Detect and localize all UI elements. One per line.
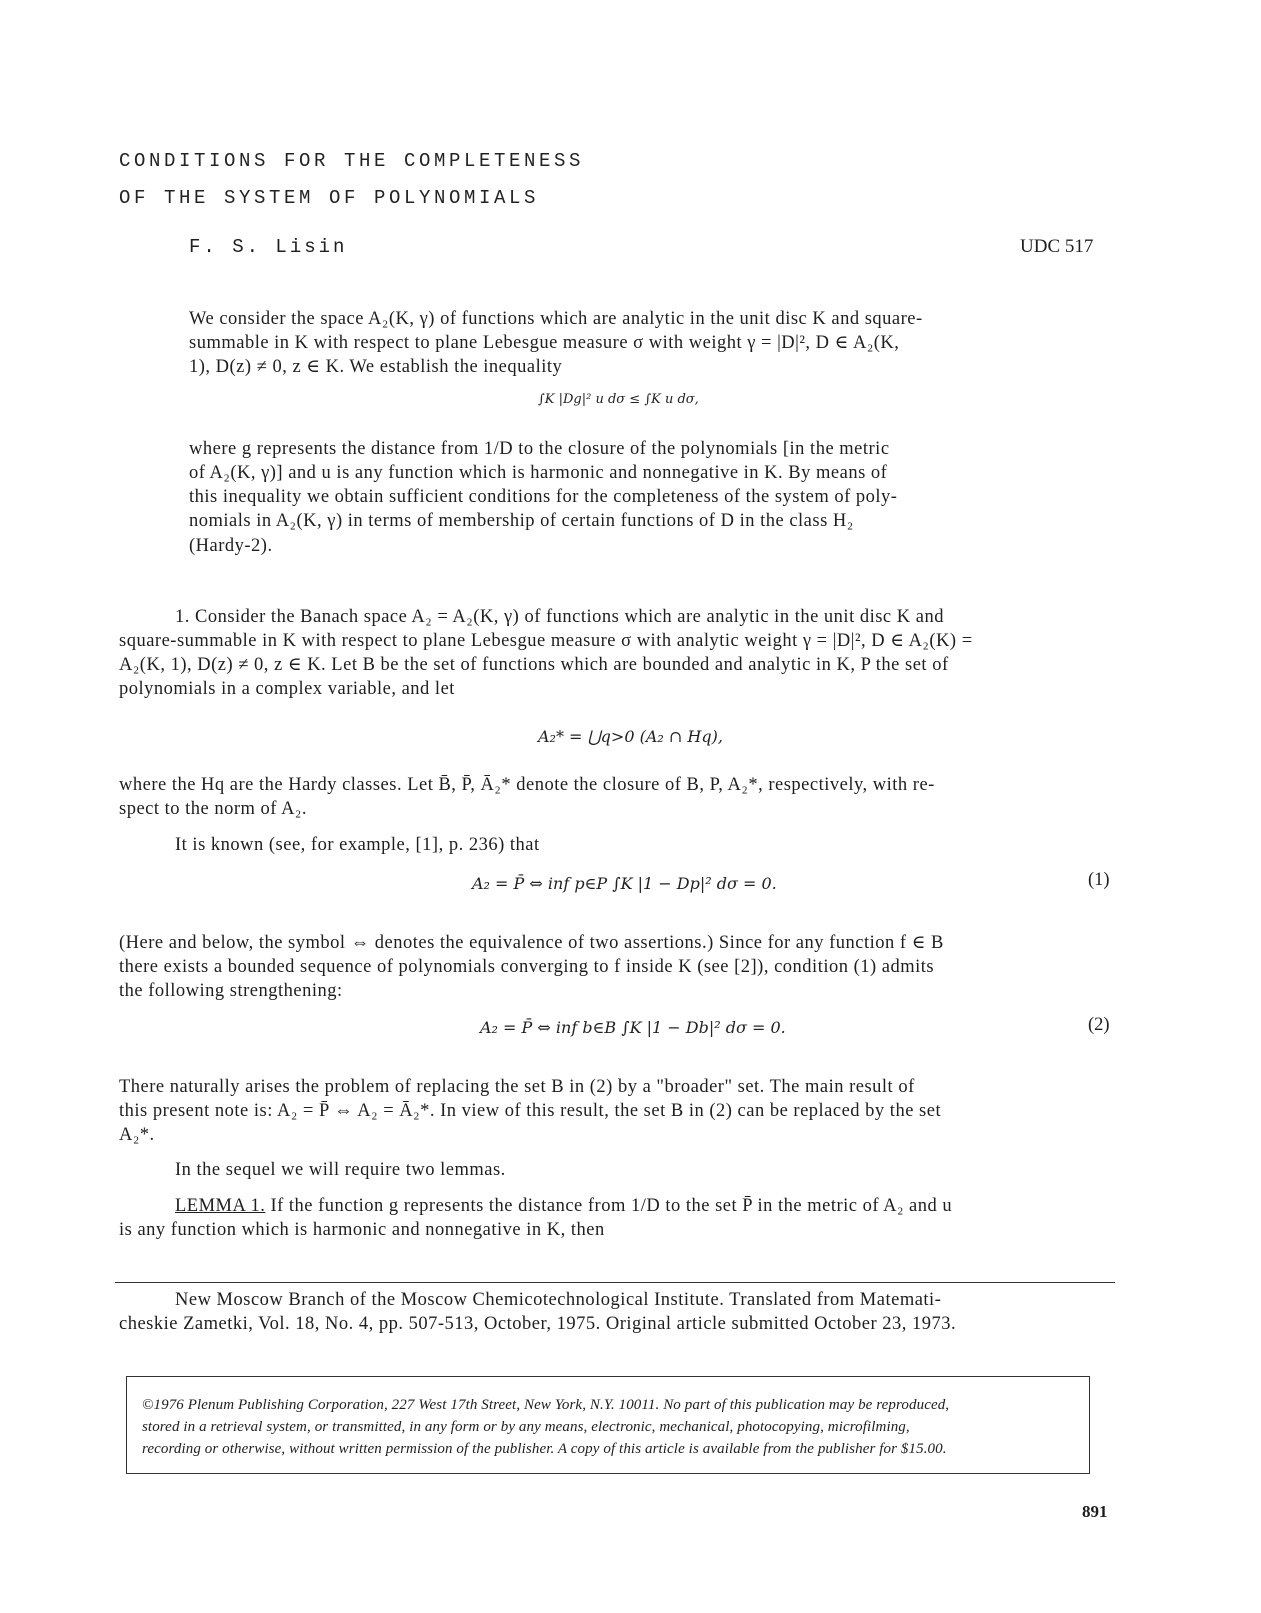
- equation-astar: A₂* = ⋃q>0 (A₂ ∩ Hq),: [538, 727, 723, 746]
- page-number: 891: [1082, 1502, 1108, 1521]
- abstract-line-5: of A₂(K, γ)] and u is any function which is harmonic and nonnegative in K. By means of: [189, 463, 888, 483]
- para2-line-2: spect to the norm of A₂.: [119, 799, 308, 819]
- para1-line-2: square-summable in K with respect to plane Lebesgue measure σ with analytic weight γ = |D|², D ∈ A₂(K) =: [119, 631, 973, 651]
- author: F. S. Lisin: [189, 236, 348, 258]
- abstract-line-3: 1), D(z) ≠ 0, z ∈ K. We establish the inequality: [189, 357, 563, 377]
- footnote-line-1: New Moscow Branch of the Moscow Chemicotechnological Institute. Translated from Matemati-: [175, 1290, 942, 1310]
- abstract-line-4: where g represents the distance from 1/D to the closure of the polynomials [in the metric: [189, 439, 890, 459]
- abstract-line-1: We consider the space A₂(K, γ) of functions which are analytic in the unit disc K and square-: [189, 309, 923, 329]
- abstract-line-2: summable in K with respect to plane Lebesgue measure σ with weight γ = |D|², D ∈ A₂(K,: [189, 333, 900, 353]
- para1-line-1: 1. Consider the Banach space A₂ = A₂(K, γ) of functions which are analytic in the unit disc K and: [175, 607, 944, 627]
- abstract-line-8: (Hardy-2).: [189, 536, 273, 556]
- para1-line-3: A₂(K, 1), D(z) ≠ 0, z ∈ K. Let B be the set of functions which are bounded and analytic in K, P the set of: [119, 655, 949, 675]
- para2-line-1: where the Hq are the Hardy classes. Let B̄, P̄, Ā₂* denote the closure of B, P, A₂*, respectively, with re-: [119, 775, 935, 795]
- para5-line-3: A₂*.: [119, 1125, 155, 1145]
- copyright-line-2: stored in a retrieval system, or transmitted, in any form or by any means, electronic, mechanical, photocopying, microfilming,: [142, 1419, 910, 1435]
- equation-1-number: (1): [1088, 870, 1110, 890]
- footnote-line-2: cheskie Zametki, Vol. 18, No. 4, pp. 507-513, October, 1975. Original article submitted October 23, 1973.: [119, 1314, 957, 1334]
- para5-line-2: this present note is: A₂ = P̄ ⇔ A₂ = Ā₂*. In view of this result, the set B in (2) can be replaced by the set: [119, 1101, 942, 1121]
- lemma-1-line-1: [175, 1194, 952, 1218]
- para5-line-1: There naturally arises the problem of replacing the set B in (2) by a "broader" set. The main result of: [119, 1077, 915, 1097]
- equation-1: A₂ = P̄ ⇔ inf p∈P ∫K |1 − Dp|² dσ = 0.: [472, 874, 777, 893]
- para1-line-4: polynomials in a complex variable, and let: [119, 679, 455, 699]
- equation-2-number: (2): [1088, 1015, 1110, 1035]
- udc-code: UDC 517: [1020, 236, 1094, 257]
- para4-line-1: (Here and below, the symbol ⇔ denotes the equivalence of two assertions.) Since for any function f ∈ B: [119, 933, 944, 953]
- copyright-line-3: recording or otherwise, without written permission of the publisher. A copy of this article is available from the publisher for $15.00.: [142, 1441, 947, 1457]
- copyright-line-1: ©1976 Plenum Publishing Corporation, 227 West 17th Street, New York, N.Y. 10011. No part of this publication may be reproduced,: [142, 1397, 950, 1413]
- title-line-1: CONDITIONS FOR THE COMPLETENESS: [119, 150, 585, 172]
- abstract-inequality: ∫K |Dg|² u dσ ≤ ∫K u dσ,: [538, 392, 699, 407]
- lemma-1-text: If the function g represents the distance from 1/D to the set P̄ in the metric of A₂ and u: [265, 1196, 953, 1216]
- para6: In the sequel we will require two lemmas.: [175, 1160, 506, 1180]
- lemma-1-label: LEMMA 1.: [175, 1196, 266, 1216]
- abstract-line-7: nomials in A₂(K, γ) in terms of membership of certain functions of D in the class H₂: [189, 511, 854, 531]
- footnote-rule: [115, 1282, 1115, 1283]
- title-line-2: OF THE SYSTEM OF POLYNOMIALS: [119, 187, 540, 209]
- para4-line-2: there exists a bounded sequence of polynomials converging to f inside K (see [2]), condition (1) admits: [119, 957, 935, 977]
- abstract-line-6: this inequality we obtain sufficient conditions for the completeness of the system of poly-: [189, 487, 898, 507]
- lemma-1-line-2: is any function which is harmonic and nonnegative in K, then: [119, 1220, 605, 1240]
- para4-line-3: the following strengthening:: [119, 981, 343, 1001]
- para3: It is known (see, for example, [1], p. 236) that: [175, 835, 540, 855]
- equation-2: A₂ = P̄ ⇔ inf b∈B ∫K |1 − Db|² dσ = 0.: [480, 1018, 786, 1037]
